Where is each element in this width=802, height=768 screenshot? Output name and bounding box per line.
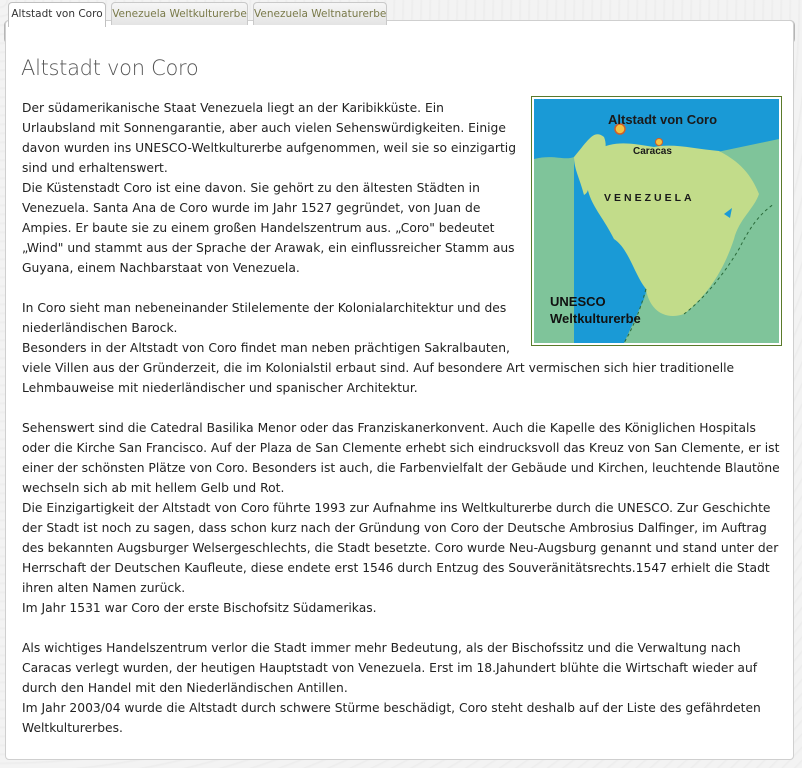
venezuela-map-image — [531, 96, 782, 346]
paragraph: Als wichtiges Handelszentrum verlor die Stadt immer mehr Bedeutung, als der Bischofssitz und die Verwaltung nach Caracas verlegt wurden, der heutigen Hauptstadt von Venezuela. Erst im 18.Jahundert blühte die Wirtschaft wieder auf durch den Handel mit den Niederländischen Antillen. — [22, 641, 758, 695]
tab-venezuela-weltkulturerbe[interactable]: Venezuela Weltkulturerbe — [111, 2, 248, 25]
paragraph: Die Küstenstadt Coro ist eine davon. Sie gehört zu den ältesten Städten in Venezuela. Santa Ana de Coro wurde im Jahr 1527 gegründet, von Juan de Ampies. Er baute sie zu einem großen Handelszentrum aus. „Coro" bedeutet „Wind" und stammt aus der Sprache der Arawak, ein einflussreicher Stamm aus Guyana, einem Nachbarstaat von Venezuela. — [22, 181, 515, 275]
paragraph: Der südamerikanische Staat Venezuela liegt an der Karibikküste. Ein Urlaubsland mit Sonnengarantie, aber auch vielen Sehenswürdigkeiten. Einige davon wurden ins UNESCO-Weltkulturerbe aufgenommen, weil sie so einzigartig sind und erhaltenswert. — [22, 101, 517, 175]
tab-altstadt-von-coro[interactable]: Altstadt von Coro — [8, 2, 106, 27]
map-graphic — [534, 99, 779, 343]
map-caption-unesco: UNESCO — [550, 294, 606, 309]
paragraph: Im Jahr 1531 war Coro der erste Bischofsitz Südamerikas. — [22, 601, 377, 615]
paragraph: Besonders in der Altstadt von Coro findet man neben prächtigen Sakralbauten, viele Villen aus der Gründerzeit, die im Kolonialstil erbaut sind. Auf besondere Art vermischen sich hier traditionelle Lehmbauweise mit niederländischer und spanischer Architektur. — [22, 341, 735, 395]
map-label-caracas: Caracas — [633, 146, 672, 157]
paragraph: In Coro sieht man nebeneinander Stilelemente der Kolonialarchitektur und des niederländischen Barock. — [22, 301, 507, 335]
paragraph: Sehenswert sind die Catedral Basilika Menor oder das Franziskanerkonvent. Auch die Kapelle des Königlichen Hospitals oder die Kirche San Francisco. Auf der Plaza de San Clemente erhebt sich eindrucksvoll das Kreuz von San Clemente, er ist einer der schönsten Plätze von Coro. Besonders ist auch, die Farbenvielfalt der Gebäude und Kirchen, leuchtende Blautöne wechseln sich ab mit hellem Gelb und Rot. — [22, 421, 780, 495]
paragraph: Im Jahr 2003/04 wurde die Altstadt durch schwere Stürme beschädigt, Coro steht deshalb auf der Liste des gefährdeten Weltkulturerbes. — [22, 701, 761, 735]
page-title: Altstadt von Coro — [21, 56, 199, 80]
article-body — [22, 98, 782, 738]
tab-venezuela-weltnaturerbe[interactable]: Venezuela Weltnaturerbe — [253, 2, 387, 25]
map-label-coro: Altstadt von Coro — [608, 112, 718, 127]
map-caption-weltkulturerbe: Weltkulturerbe — [550, 311, 641, 326]
map-label-venezuela: VENEZUELA — [604, 192, 695, 204]
paragraph: Die Einzigartigkeit der Altstadt von Coro führte 1993 zur Aufnahme ins Weltkulturerbe durch die UNESCO. Zur Geschichte der Stadt ist noch zu sagen, dass schon kurz nach der Gründung von Coro der Deutsche Ambrosius Dalfinger, im Auftrag des bekannten Augsburger Welsergeschlechts, die Stadt besetzte. Coro wurde Neu-Augsburg genannt und stand unter der Herrschaft der Deutschen Kaufleute, diese endete erst 1546 durch Entzug des Souveränitätsrechts.1547 erhielt die Stadt ihren alten Namen zurück. — [22, 501, 779, 595]
